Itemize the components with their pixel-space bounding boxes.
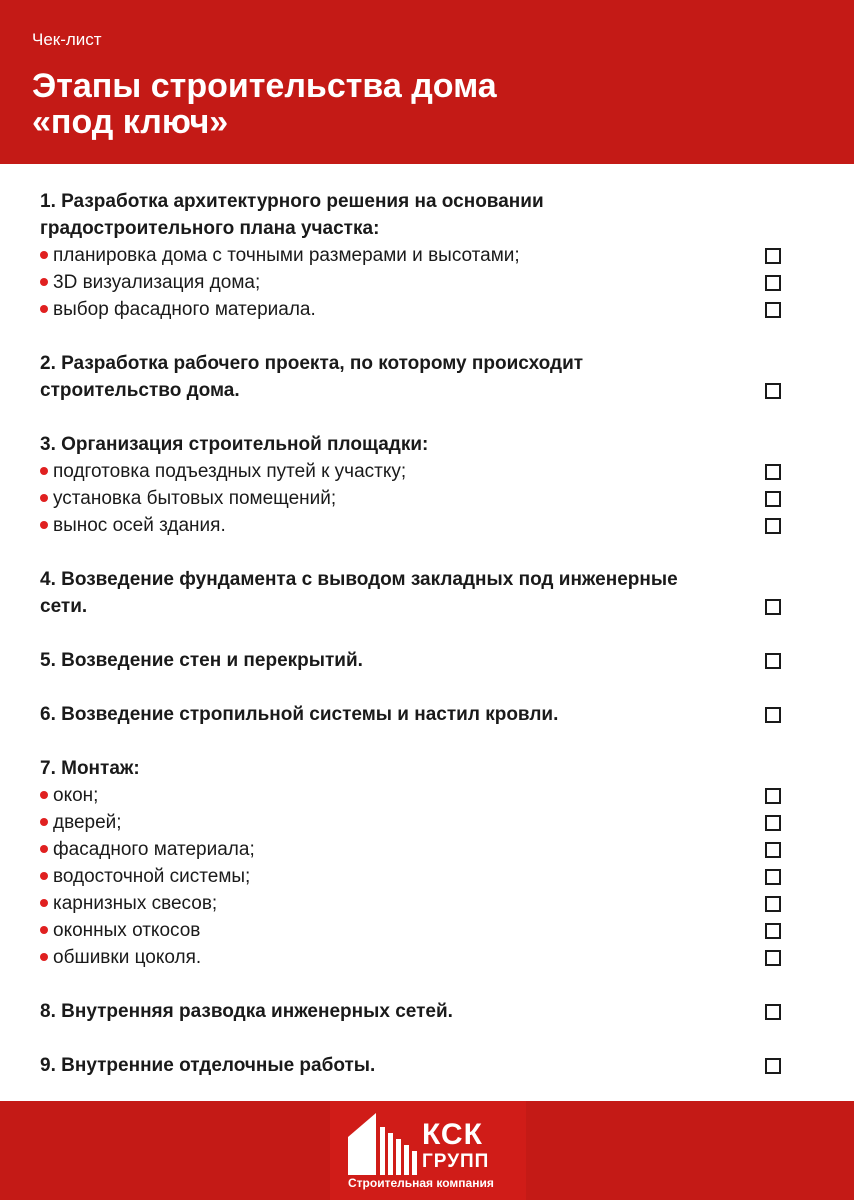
checklist-item-label: обшивки цоколя. <box>53 947 202 968</box>
section-title <box>40 566 790 593</box>
bullet-icon <box>40 305 48 313</box>
checkbox[interactable] <box>765 896 781 912</box>
checkbox[interactable] <box>765 1058 781 1074</box>
checkbox[interactable] <box>765 383 781 399</box>
bullet-icon <box>40 791 48 799</box>
logo-wordmark: КСК <box>422 1118 483 1151</box>
checkbox[interactable] <box>765 788 781 804</box>
checkbox[interactable] <box>765 518 781 534</box>
checklist-item-label: выбор фасадного материала. <box>53 299 316 320</box>
section-title <box>40 755 790 782</box>
bullet-icon <box>40 953 48 961</box>
checklist-item-label: вынос осей здания. <box>53 515 226 536</box>
section-title-text: 6. Возведение стропильной системы и настил кровли. <box>40 704 559 725</box>
checklist-item-label: окон; <box>53 785 99 806</box>
checklist-item-label: карнизных свесов; <box>53 893 218 914</box>
checklist-item <box>40 458 790 485</box>
checklist-item <box>40 782 790 809</box>
section-title-text: строительство дома. <box>40 380 240 401</box>
checkbox[interactable] <box>765 842 781 858</box>
section-title <box>40 377 790 404</box>
checklist-item <box>40 944 790 971</box>
footer-banner <box>0 1101 854 1200</box>
checklist-item-label: планировка дома с точными размерами и высотами; <box>53 245 520 266</box>
checklist-item-label: оконных откосов <box>53 920 201 941</box>
section-gap <box>40 728 790 755</box>
checkbox[interactable] <box>765 302 781 318</box>
checklist-item-label: водосточной системы; <box>53 866 251 887</box>
section-title <box>40 998 790 1025</box>
checkbox[interactable] <box>765 275 781 291</box>
kicker-label: Чек-лист <box>32 30 102 49</box>
checkbox[interactable] <box>765 1004 781 1020</box>
bullet-icon <box>40 845 48 853</box>
section-title-text: сети. <box>40 596 88 617</box>
section-gap <box>40 620 790 647</box>
section-title <box>40 593 790 620</box>
section-title-text: 5. Возведение стен и перекрытий. <box>40 650 363 671</box>
bullet-icon <box>40 467 48 475</box>
checkbox[interactable] <box>765 464 781 480</box>
bullet-icon <box>40 251 48 259</box>
bullet-icon <box>40 494 48 502</box>
header-banner <box>0 0 854 164</box>
checklist-item <box>40 917 790 944</box>
checkbox[interactable] <box>765 248 781 264</box>
section-title-text: 3. Организация строительной площадки: <box>40 434 429 455</box>
checkbox[interactable] <box>765 815 781 831</box>
section-title <box>40 188 790 215</box>
checklist-item <box>40 890 790 917</box>
section-title <box>40 701 790 728</box>
section-gap <box>40 323 790 350</box>
building-logo-icon <box>348 1113 418 1175</box>
checkbox[interactable] <box>765 491 781 507</box>
checklist-item <box>40 863 790 890</box>
section-gap <box>40 539 790 566</box>
checklist-item-label: 3D визуализация дома; <box>53 272 261 293</box>
company-logo <box>330 1101 526 1200</box>
checklist-item-label: подготовка подъездных путей к участку; <box>53 461 407 482</box>
section-title <box>40 1052 790 1079</box>
logo-subword: ГРУПП <box>422 1151 490 1172</box>
section-title-text: градостроительного плана участка: <box>40 218 380 239</box>
bullet-icon <box>40 872 48 880</box>
page-title-line-2: «под ключ» <box>32 103 229 141</box>
section-gap <box>40 674 790 701</box>
checkbox[interactable] <box>765 869 781 885</box>
checklist-item <box>40 809 790 836</box>
logo-tagline: Строительная компания <box>348 1176 494 1190</box>
bullet-icon <box>40 278 48 286</box>
bullet-icon <box>40 926 48 934</box>
checkbox[interactable] <box>765 653 781 669</box>
checklist-item <box>40 296 790 323</box>
section-title-text: 8. Внутренняя разводка инженерных сетей. <box>40 1001 453 1022</box>
section-title <box>40 431 790 458</box>
section-title-text: 9. Внутренние отделочные работы. <box>40 1055 376 1076</box>
checklist-item <box>40 242 790 269</box>
section-gap <box>40 971 790 998</box>
checklist-item <box>40 485 790 512</box>
page-title <box>32 68 497 140</box>
section-title-text: 2. Разработка рабочего проекта, по которому происходит <box>40 353 584 374</box>
section-gap <box>40 1025 790 1052</box>
bullet-icon <box>40 521 48 529</box>
checklist-item-label: установка бытовых помещений; <box>53 488 337 509</box>
checkbox[interactable] <box>765 599 781 615</box>
checklist-item <box>40 512 790 539</box>
section-title <box>40 647 790 674</box>
checkbox[interactable] <box>765 707 781 723</box>
section-title-text: 7. Монтаж: <box>40 758 140 779</box>
section-title <box>40 350 790 377</box>
section-gap <box>40 404 790 431</box>
bullet-icon <box>40 899 48 907</box>
checklist-item <box>40 836 790 863</box>
checkbox[interactable] <box>765 923 781 939</box>
page-title-line-1: Этапы строительства дома <box>32 67 497 105</box>
section-title <box>40 215 790 242</box>
checklist <box>40 188 790 1079</box>
checklist-item-label: дверей; <box>53 812 122 833</box>
section-title-text: 1. Разработка архитектурного решения на основании <box>40 191 544 212</box>
checklist-item-label: фасадного материала; <box>53 839 255 860</box>
bullet-icon <box>40 818 48 826</box>
section-title-text: 4. Возведение фундамента с выводом закладных под инженерные <box>40 569 678 590</box>
checkbox[interactable] <box>765 950 781 966</box>
checklist-item <box>40 269 790 296</box>
